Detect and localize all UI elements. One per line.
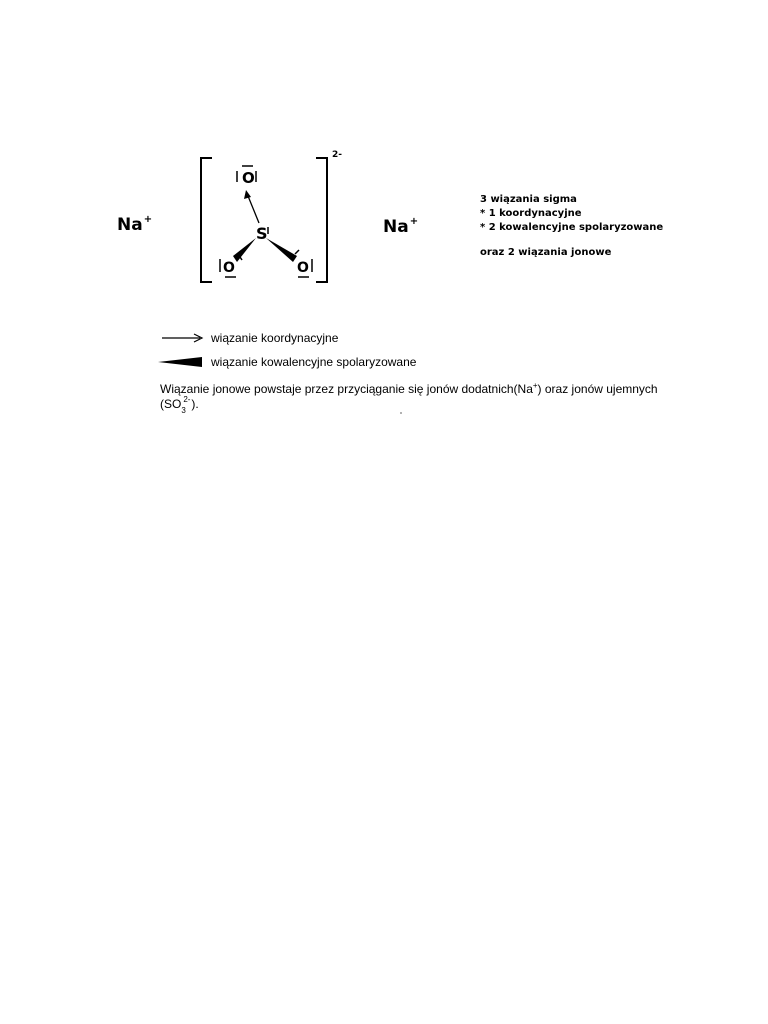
anion-charge: 2- — [332, 150, 342, 160]
lone-pair — [295, 250, 299, 254]
sodium-charge: + — [409, 216, 419, 227]
ionic-bond-explanation: Wiązanie jonowe powstaje przez przyciąganie się jonów dodatnich(Na+) oraz jonów ujemnych (SO 3 2- ). — [160, 381, 658, 415]
coordinate-bond-arrow — [248, 196, 259, 223]
left-bracket — [201, 158, 212, 282]
sodium-symbol: Na — [383, 217, 409, 237]
note-line: 3 wiązania sigma — [480, 194, 577, 205]
legend-polar-covalent-label: wiązanie kowalencyjne spolaryzowane — [211, 355, 417, 369]
right-bracket — [316, 158, 327, 282]
sulfur-atom: S — [256, 224, 268, 243]
note-line: oraz 2 wiązania jonowe — [480, 247, 612, 258]
legend-coordinate-label: wiązanie koordynacyjne — [211, 331, 339, 345]
bond-notes — [480, 193, 663, 260]
note-line: * 2 kowalencyjne spolaryzowane — [480, 222, 664, 233]
sodium-symbol: Na — [117, 215, 143, 235]
na-charge: + — [532, 381, 538, 390]
wedge-bond-left — [233, 238, 256, 262]
bottom-left-oxygen-atom: O — [223, 260, 235, 276]
sodium-charge: + — [143, 214, 153, 225]
legend-wedge — [158, 357, 202, 367]
arrow-head — [244, 190, 251, 199]
bottom-right-oxygen-atom: O — [297, 260, 309, 276]
note-line: * 1 koordynacyjne — [480, 208, 582, 219]
wedge-bond-right — [266, 238, 297, 262]
note-spacer — [480, 235, 663, 246]
sulfite-index: 3 2- — [181, 395, 191, 415]
top-oxygen-atom: O — [242, 169, 255, 187]
